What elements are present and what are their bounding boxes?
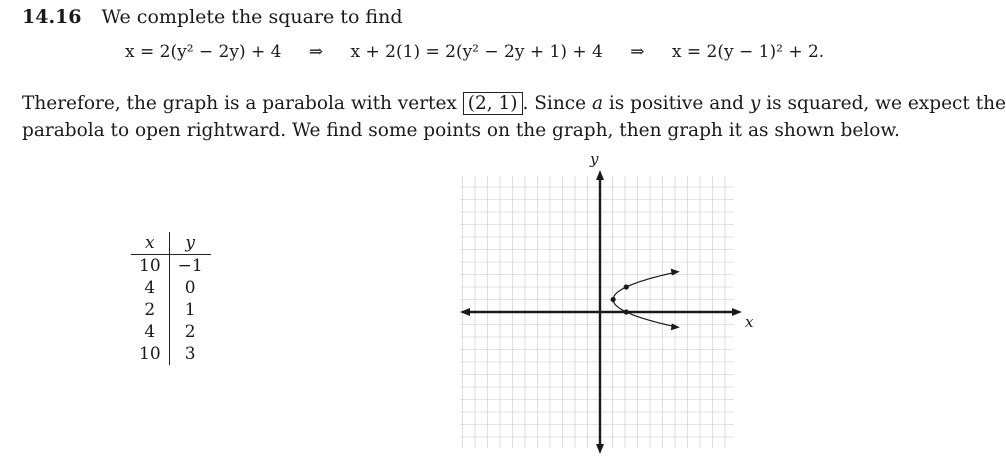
parabola-graph <box>452 150 762 460</box>
y-axis-arrow-down <box>596 444 604 454</box>
graph-point <box>624 309 629 314</box>
table-cell-x: 4 <box>131 321 169 343</box>
graph-point <box>611 297 616 302</box>
problem-header <box>22 6 403 28</box>
paragraph-text-d: is squared, we expect the <box>760 93 1006 114</box>
table-cell-x: 2 <box>131 299 169 321</box>
equation-step-1: x = 2(y² − 2y) + 4 <box>125 42 282 62</box>
values-table <box>131 232 211 365</box>
problem-number: 14.16 <box>22 6 82 28</box>
table-row <box>131 277 211 299</box>
table-cell-y: 1 <box>184 300 196 320</box>
table-cell-y: 2 <box>184 322 196 342</box>
table-cell-y: −1 <box>177 256 203 276</box>
x-axis-label: x <box>745 313 754 331</box>
table-cell-x: 4 <box>131 277 169 299</box>
implies-arrow-1: ⇒ <box>308 42 324 62</box>
table-row <box>131 255 211 278</box>
vertex-box: (2, 1) <box>463 92 523 115</box>
paragraph-text-c: is positive and <box>603 93 750 114</box>
x-axis-arrow-left <box>460 308 470 316</box>
y-axis-label: y <box>590 150 599 168</box>
table-header-x: x <box>131 232 169 255</box>
table-cell-y: 3 <box>184 344 196 364</box>
table-cell-x: 10 <box>131 343 169 365</box>
equation-line <box>125 42 824 62</box>
table-header-row <box>131 232 211 255</box>
paragraph-line-2: parabola to open rightward. We find some points on the graph, then graph it as shown below. <box>22 120 900 141</box>
variable-a: a <box>591 93 603 114</box>
implies-arrow-2: ⇒ <box>630 42 645 62</box>
paragraph-text-a: Therefore, the graph is a parabola with vertex <box>22 93 463 114</box>
table-cell-x: 10 <box>131 255 169 278</box>
table-row <box>131 299 211 321</box>
table-row <box>131 343 211 365</box>
x-axis-arrow-right <box>732 308 742 316</box>
variable-y: y <box>749 93 761 114</box>
table-row <box>131 321 211 343</box>
graph-point <box>624 284 629 289</box>
paragraph-text-b: . Since <box>522 93 592 114</box>
equation-step-3: x = 2(y − 1)² + 2. <box>671 42 825 62</box>
table-header-y: y <box>169 232 211 255</box>
y-axis-arrow-up <box>596 170 604 180</box>
table-cell-y: 0 <box>184 278 196 298</box>
paragraph-line-1 <box>22 93 1006 114</box>
equation-step-2: x + 2(1) = 2(y² − 2y + 1) + 4 <box>350 42 603 62</box>
parabola-upper-branch <box>613 273 674 300</box>
problem-intro: We complete the square to find <box>101 6 403 28</box>
